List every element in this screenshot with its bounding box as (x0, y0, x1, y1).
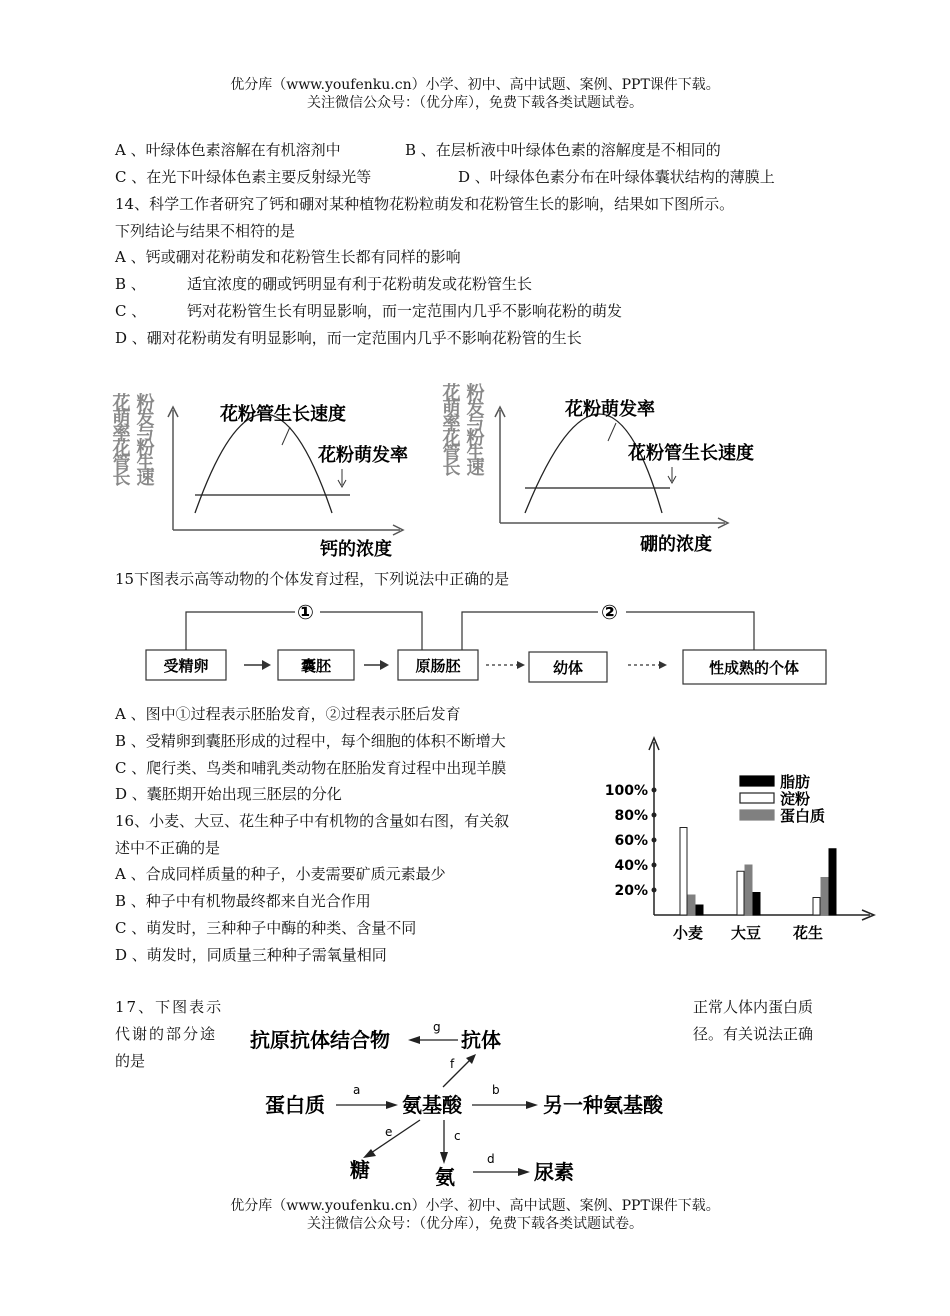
q17-left-1: 17、下图表示 (115, 998, 224, 1016)
q13-option-d: D 、叶绿体色素分布在叶绿体囊状结构的薄膜上 (458, 168, 775, 186)
calcium-graph-curve-label: 花粉管生长速度 (220, 404, 346, 425)
q13-option-c: C 、在光下叶绿体色素主要反射绿光等 (115, 168, 372, 186)
arrow-b-label: b (492, 1083, 500, 1097)
chart-bar (696, 905, 703, 915)
calcium-graph-xlabel: 钙的浓度 (320, 539, 392, 560)
arrow-e (368, 1120, 420, 1155)
boron-graph (440, 365, 800, 570)
q14-option-b (115, 273, 532, 294)
calcium-graph-curve-pointer (282, 427, 290, 445)
boron-graph-ylabel-col2: 粉发与粉生速 (463, 383, 485, 473)
chart-bar (753, 893, 760, 916)
seed-composition-chart (600, 730, 890, 950)
arrow-d-head (518, 1168, 530, 1176)
q13-option-a: A 、叶绿体色素溶解在有机溶剂中 (115, 141, 341, 159)
boron-graph-line-pointer (668, 467, 676, 483)
q15-option-c: C 、爬行类、鸟类和哺乳类动物在胚胎发育过程中出现羊膜 (115, 759, 507, 777)
protein-metabolism-diagram (240, 1010, 700, 1195)
boron-graph-ylabel-col1: 花萌率花管长 (440, 383, 461, 473)
q16-option-c: C 、萌发时，三种种子中酶的种类、含量不同 (115, 919, 417, 937)
q17-left-2: 代谢的部分途 (115, 1025, 218, 1043)
bracket-1-right (320, 612, 422, 650)
chart-bar (745, 865, 752, 915)
chart-legend-label: 脂肪 (780, 773, 811, 791)
q14-option-b-label: B 、 (115, 275, 146, 293)
calcium-graph (110, 365, 440, 570)
bracket-2-right (626, 612, 754, 650)
arrow-3-head (517, 661, 525, 669)
process-2-circle: ② (601, 600, 618, 624)
boron-graph-xlabel: 硼的浓度 (640, 534, 712, 555)
chart-bar (813, 898, 820, 916)
arrow-g-head (408, 1036, 420, 1044)
q17-right-1: 正常人体内蛋白质 (693, 998, 814, 1016)
arrow-c-head (440, 1152, 448, 1164)
q16-stem-2: 述中不正确的是 (115, 839, 221, 857)
q14-option-c-text: 钙对花粉管生长有明显影响，而一定范围内几乎不影响花粉的萌发 (187, 302, 623, 320)
arrow-g-label: g (433, 1020, 441, 1034)
calcium-graph-curve (195, 414, 332, 513)
box-blastula-label: 囊胚 (300, 657, 332, 675)
development-flow-diagram (140, 594, 840, 694)
node-amino-acid: 氨基酸 (402, 1093, 462, 1117)
chart-bar (680, 828, 687, 916)
q14-option-c-label: C 、 (115, 302, 147, 320)
boron-graph-curve-pointer (608, 423, 616, 441)
arrow-4-head (659, 661, 667, 669)
q17-left-3: 的是 (115, 1052, 146, 1070)
q17-right-2: 径。有关说法正确 (693, 1025, 814, 1043)
chart-bar (821, 878, 828, 916)
chart-ytick-label: 40% (614, 858, 648, 874)
q14-stem-1: 14、科学工作者研究了钙和硼对某种植物花粉粒萌发和花粉管生长的影响，结果如下图所示。 (115, 195, 735, 213)
arrow-b-head (526, 1101, 538, 1109)
calcium-graph-line-label: 花粉萌发率 (318, 445, 408, 466)
chart-ytick-dot (652, 788, 657, 793)
chart-ytick-dot (652, 838, 657, 843)
q16-option-b: B 、种子中有机物最终都来自光合作用 (115, 892, 371, 910)
boron-graph-curve-label: 花粉萌发率 (565, 399, 655, 420)
arrow-d-label: d (487, 1152, 495, 1166)
process-1-circle: ① (297, 600, 314, 624)
footer-line-1: 优分库（www.youfenku.cn）小学、初中、高中试题、案例、PPT课件下载。 (230, 1198, 720, 1214)
calcium-graph-line-pointer (338, 469, 346, 487)
footer-line-2: 关注微信公众号：（优分库），免费下载各类试题试卷。 (307, 1216, 643, 1232)
arrow-1-head (262, 660, 271, 670)
q15-option-a: A 、图中①过程表示胚胎发育，②过程表示胚后发育 (115, 705, 461, 723)
chart-category-label: 小麦 (672, 924, 704, 942)
arrow-f (443, 1058, 472, 1087)
q15-option-b: B 、受精卵到囊胚形成的过程中，每个细胞的体积不断增大 (115, 732, 506, 750)
q14-option-b-text: 适宜浓度的硼或钙明显有利于花粉萌发或花粉管生长 (187, 275, 533, 293)
arrow-a-head (386, 1101, 398, 1109)
q15-stem: 15下图表示高等动物的个体发育过程，下列说法中正确的是 (115, 570, 510, 588)
chart-ytick-dot (652, 813, 657, 818)
box-juvenile-label: 幼体 (552, 659, 584, 677)
box-gastrula-label: 原肠胚 (415, 657, 461, 675)
q16-stem-1: 16、小麦、大豆、花生种子中有机物的含量如右图，有关叙 (115, 812, 510, 830)
arrow-2-head (380, 660, 389, 670)
chart-ytick-label: 80% (614, 808, 648, 824)
chart-legend-swatch (740, 793, 774, 803)
chart-bar (829, 849, 836, 915)
q14-option-c (115, 300, 622, 321)
arrow-e-label: e (385, 1125, 393, 1139)
chart-legend-swatch (740, 810, 774, 820)
node-ammonia: 氨 (435, 1165, 455, 1189)
calcium-graph-ylabel-col1: 花萌率花管长 (110, 393, 131, 483)
q14-stem-2: 下列结论与结果不相符的是 (115, 222, 296, 240)
bracket-2-left (462, 612, 598, 650)
chart-ytick-label: 100% (604, 783, 648, 799)
box-adult-label: 性成熟的个体 (708, 659, 800, 677)
box-zygote-label: 受精卵 (163, 657, 209, 675)
node-sugar: 糖 (350, 1158, 370, 1182)
chart-ytick-dot (652, 863, 657, 868)
header-line-1: 优分库（www.youfenku.cn）小学、初中、高中试题、案例、PPT课件下载。 (230, 77, 720, 93)
q16-option-a: A 、合成同样质量的种子，小麦需要矿质元素最少 (115, 865, 446, 883)
q13-option-b: B 、在层析液中叶绿体色素的溶解度是不相同的 (405, 141, 721, 159)
calcium-graph-ylabel-col2: 粉发与粉生速 (133, 393, 155, 483)
arrow-f-label: f (450, 1057, 455, 1071)
chart-category-label: 大豆 (730, 924, 762, 942)
chart-legend-label: 淀粉 (780, 790, 811, 808)
bracket-1-left (186, 612, 295, 650)
arrow-a-label: a (353, 1083, 361, 1097)
chart-ytick-dot (652, 888, 657, 893)
chart-legend-swatch (740, 776, 774, 786)
node-antibody: 抗体 (461, 1028, 501, 1052)
chart-bar (688, 895, 695, 915)
q15-option-d: D 、囊胚期开始出现三胚层的分化 (115, 785, 342, 803)
q14-option-d: D 、硼对花粉萌发有明显影响，而一定范围内几乎不影响花粉管的生长 (115, 329, 582, 347)
chart-category-label: 花生 (792, 924, 824, 942)
chart-ytick-label: 20% (614, 883, 648, 899)
q14-option-a: A 、钙或硼对花粉萌发和花粉管生长都有同样的影响 (115, 248, 461, 266)
arrow-c-label: c (454, 1129, 461, 1143)
chart-legend-label: 蛋白质 (780, 807, 826, 825)
node-antigen-antibody: 抗原抗体结合物 (250, 1028, 390, 1052)
chart-bar (737, 871, 744, 915)
boron-graph-line-label: 花粉管生长速度 (628, 443, 754, 464)
header-line-2: 关注微信公众号：（优分库），免费下载各类试题试卷。 (307, 95, 643, 111)
node-other-amino-acid: 另一种氨基酸 (543, 1093, 663, 1117)
chart-ytick-label: 60% (614, 833, 648, 849)
node-protein: 蛋白质 (265, 1093, 325, 1117)
q16-option-d: D 、萌发时，同质量三种种子需氧量相同 (115, 946, 387, 964)
node-urea: 尿素 (534, 1160, 574, 1184)
